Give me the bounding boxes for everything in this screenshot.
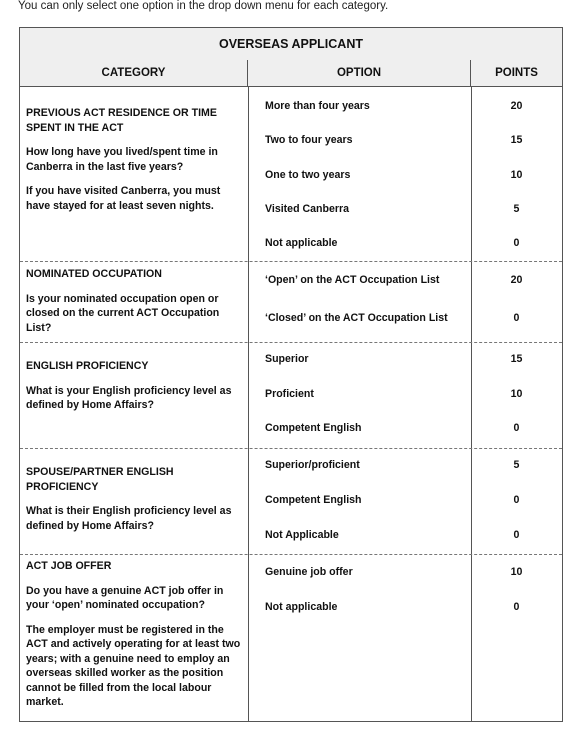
points-value: 0 <box>513 422 520 434</box>
category-heading: NOMINATED OCCUPATION <box>26 268 162 280</box>
option-item[interactable]: Not applicable <box>265 601 338 613</box>
option-item[interactable]: Genuine job offer <box>265 566 353 578</box>
option-item[interactable]: Superior/proficient <box>265 459 360 471</box>
points-table <box>19 27 563 722</box>
option-item[interactable]: One to two years <box>265 169 351 181</box>
option-item[interactable]: Superior <box>265 353 309 365</box>
section-divider <box>20 342 562 343</box>
table-title: OVERSEAS APPLICANT <box>20 28 562 61</box>
option-item[interactable]: Not Applicable <box>265 529 339 541</box>
points-value: 10 <box>510 566 523 578</box>
points-value: 15 <box>510 134 523 146</box>
option-item[interactable]: Not applicable <box>265 237 338 249</box>
option-item[interactable]: Competent English <box>265 494 362 506</box>
header-category: CATEGORY <box>20 60 248 87</box>
category-question: What is your English proficiency level as defined by Home Affairs? <box>26 384 232 411</box>
option-item[interactable]: Two to four years <box>265 134 353 146</box>
category-nominated-occupation <box>26 267 244 345</box>
points-value: 0 <box>513 601 520 613</box>
category-question: What is their English proficiency level as defined by Home Affairs? <box>26 505 232 532</box>
option-item[interactable]: ‘Open’ on the ACT Occupation List <box>265 274 440 286</box>
option-item[interactable]: More than four years <box>265 100 370 112</box>
points-value: 0 <box>513 312 520 324</box>
category-spouse-english-proficiency <box>26 465 244 543</box>
points-value: 10 <box>510 169 523 181</box>
category-heading: ACT JOB OFFER <box>26 560 112 572</box>
intro-text: You can only select one option in the drop down menu for each category. <box>18 0 389 12</box>
section-divider <box>20 554 562 555</box>
header-points: POINTS <box>471 60 562 87</box>
section-divider <box>20 261 562 262</box>
category-question: Do you have a genuine ACT job offer in your ‘open’ nominated occupation? <box>26 584 224 611</box>
points-value: 0 <box>513 237 520 249</box>
category-english-proficiency <box>26 359 244 423</box>
points-value: 20 <box>510 274 523 286</box>
points-value: 15 <box>510 353 523 365</box>
category-previous-act-residence <box>26 106 244 223</box>
points-value: 5 <box>513 203 520 215</box>
section-divider <box>20 448 562 449</box>
points-value: 10 <box>510 388 523 400</box>
points-value: 0 <box>513 529 520 541</box>
category-heading: ENGLISH PROFICIENCY <box>26 360 149 372</box>
column-divider <box>248 87 249 721</box>
points-value: 5 <box>513 459 520 471</box>
category-question: Is your nominated occupation open or closed on the current ACT Occupation List? <box>26 292 220 334</box>
points-value: 20 <box>510 100 523 112</box>
option-item[interactable]: Visited Canberra <box>265 203 349 215</box>
category-question: How long have you lived/spent time in Canberra in the last five years? <box>26 146 218 173</box>
category-act-job-offer <box>26 559 244 720</box>
category-note: The employer must be registered in the ACT and actively operating for at least two years; with a genuine need to employ an overseas skilled worker as the position cannot be filled from the local labour market. <box>26 623 241 708</box>
option-item[interactable]: ‘Closed’ on the ACT Occupation List <box>265 312 448 324</box>
category-note: If you have visited Canberra, you must have stayed for at least seven nights. <box>26 185 221 212</box>
points-value: 0 <box>513 494 520 506</box>
category-heading: PREVIOUS ACT RESIDENCE OR TIME SPENT IN THE ACT <box>26 107 217 134</box>
header-option: OPTION <box>248 60 471 87</box>
option-item[interactable]: Competent English <box>265 422 362 434</box>
column-divider <box>471 87 472 721</box>
option-item[interactable]: Proficient <box>265 388 314 400</box>
category-heading: SPOUSE/PARTNER ENGLISH PROFICIENCY <box>26 466 174 493</box>
